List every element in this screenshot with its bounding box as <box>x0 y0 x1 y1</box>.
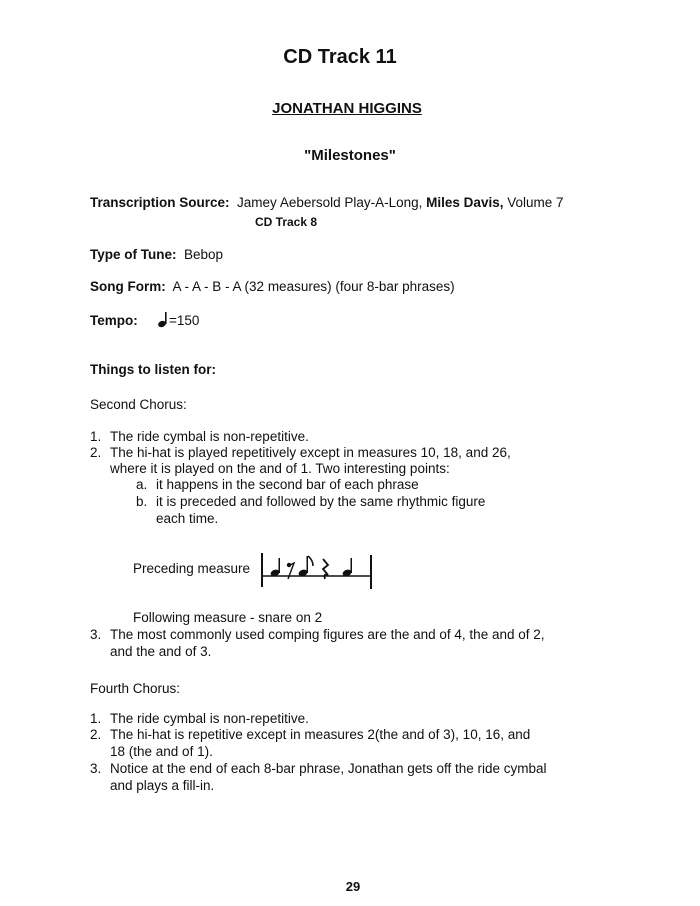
list-text-continued: where it is played on the and of 1. Two interesting points: <box>110 461 450 476</box>
list-number: 1. <box>90 711 102 726</box>
second-chorus-heading: Second Chorus: <box>90 397 187 412</box>
list-text: The hi-hat is repetitive except in measures 2(the and of 3), 10, 16, and <box>110 727 531 742</box>
list-number: 3. <box>90 761 102 776</box>
transcription-source-label: Transcription Source: <box>90 195 230 210</box>
list-number: 3. <box>90 627 102 642</box>
transcription-source-pre: Jamey Aebersold Play-A-Long, <box>237 195 423 210</box>
transcription-source-post: Volume 7 <box>507 195 564 210</box>
song-title: "Milestones" <box>304 147 396 164</box>
sub-list-item <box>136 477 419 492</box>
song-form-value: A - A - B - A (32 measures) (four 8-bar phrases) <box>172 279 455 294</box>
list-text: The hi-hat is played repetitively except in measures 10, 18, and 26, <box>110 445 511 460</box>
list-number: 2. <box>90 727 102 742</box>
following-measure-label: Following measure - snare on 2 <box>133 610 323 625</box>
rhythm-notation-figure <box>257 549 377 591</box>
song-form-label: Song Form: <box>90 279 166 294</box>
sub-list-letter: b. <box>136 494 148 509</box>
list-item <box>90 711 309 726</box>
sub-list-text: it happens in the second bar of each phrase <box>156 477 419 492</box>
list-text: The ride cymbal is non-repetitive. <box>110 429 309 444</box>
transcription-source-artist: Miles Davis, <box>426 195 504 210</box>
transcription-cd-track: CD Track 8 <box>255 215 318 229</box>
list-text: Notice at the end of each 8-bar phrase, Jonathan gets off the ride cymbal <box>110 761 547 776</box>
type-of-tune <box>90 247 223 262</box>
artist-name: JONATHAN HIGGINS <box>272 100 422 117</box>
list-number: 1. <box>90 429 102 444</box>
list-text: The most commonly used comping figures are the and of 4, the and of 2, <box>110 627 545 642</box>
list-item <box>90 727 530 742</box>
tempo <box>90 313 138 328</box>
list-text-continued: and the and of 3. <box>110 644 212 659</box>
page-number: 29 <box>345 879 361 894</box>
list-item <box>90 627 545 642</box>
list-text-continued: 18 (the and of 1). <box>110 744 213 759</box>
quarter-note-icon <box>157 311 169 329</box>
sub-list-letter: a. <box>136 477 148 492</box>
sub-list-text-continued: each time. <box>156 511 219 526</box>
tempo-value: =150 <box>169 313 200 328</box>
listen-heading: Things to listen for: <box>90 362 216 377</box>
sub-list-item <box>136 494 485 509</box>
transcription-source-line <box>90 195 564 210</box>
preceding-measure-label: Preceding measure <box>133 561 251 576</box>
type-of-tune-label: Type of Tune: <box>90 247 177 262</box>
list-number: 2. <box>90 445 102 460</box>
sub-list-text: it is preceded and followed by the same rhythmic figure <box>156 494 486 509</box>
track-title: CD Track 11 <box>283 46 397 68</box>
song-form <box>90 279 455 294</box>
list-text: The ride cymbal is non-repetitive. <box>110 711 309 726</box>
fourth-chorus-heading: Fourth Chorus: <box>90 681 181 696</box>
type-of-tune-value: Bebop <box>184 247 224 262</box>
tempo-label: Tempo: <box>90 313 138 328</box>
list-item <box>90 445 511 460</box>
list-item <box>90 761 547 776</box>
list-item <box>90 429 309 444</box>
list-text-continued: and plays a fill-in. <box>110 778 215 793</box>
